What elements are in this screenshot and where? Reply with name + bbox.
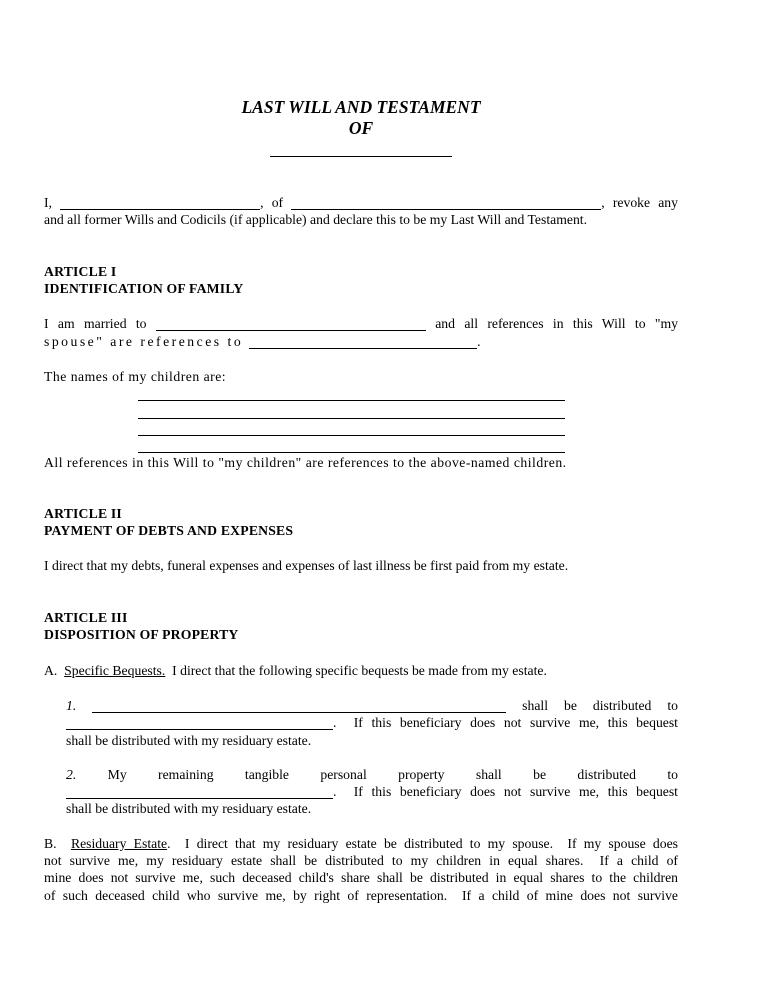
text-line	[138, 437, 678, 454]
text-line	[138, 420, 678, 437]
article-number: ARTICLE II	[44, 505, 122, 521]
article-number: ARTICLE III	[44, 609, 128, 625]
text-run: , revoke any	[601, 195, 678, 210]
text-line	[44, 835, 678, 852]
text-run: spouse" are references to	[44, 333, 250, 349]
fill-in-blank	[66, 785, 333, 799]
text-line	[44, 194, 678, 211]
text-run: All references in this Will to "my children" are references to the above-named children.	[44, 455, 567, 471]
article-title: IDENTIFICATION OF FAMILY	[44, 281, 244, 296]
fill-in-blank	[138, 422, 565, 436]
article-title: PAYMENT OF DEBTS AND EXPENSES	[44, 523, 294, 539]
fill-in-blank	[138, 439, 565, 453]
text-run: . If this beneficiary does not survive me, this bequest	[333, 784, 678, 800]
text-line	[44, 315, 678, 332]
text-run: I,	[44, 195, 61, 210]
text-run: The names of my children are:	[44, 369, 227, 384]
text-line	[44, 869, 678, 886]
text-run: of such deceased child who survive me, by right of representation. If a child of mine does not survive	[44, 887, 678, 903]
paragraph	[44, 315, 678, 350]
article-title: DISPOSITION OF PROPERTY	[44, 627, 239, 643]
paragraph	[44, 835, 678, 904]
paragraph	[44, 194, 678, 229]
article-heading	[44, 609, 678, 644]
text-line	[44, 368, 678, 385]
underlined-term: Residuary Estate	[70, 835, 168, 851]
fill-in-blank	[92, 699, 506, 713]
text-line	[66, 714, 678, 731]
text-line	[138, 385, 678, 402]
text-run	[76, 698, 92, 713]
paragraph	[44, 368, 678, 472]
text-run: I direct that the following specific bequests be made from my estate.	[165, 662, 547, 678]
text-run: not survive me, my residuary estate shall be distributed to my children in equal shares. If a child of	[44, 853, 678, 869]
article-number: ARTICLE I	[44, 263, 117, 279]
text-run: shall be distributed with my residuary estate.	[66, 732, 312, 748]
text-line	[44, 557, 678, 574]
text-run: shall be distributed to	[506, 698, 678, 713]
article-heading	[44, 263, 678, 298]
text-run: . I direct that my residuary estate be distributed to my spouse. If my spouse does	[167, 835, 678, 851]
text-run: I am married to	[44, 316, 156, 332]
text-line	[44, 454, 678, 471]
article-heading	[44, 505, 678, 540]
fill-in-blank	[66, 716, 333, 730]
text-line	[44, 662, 678, 679]
underlined-term: Specific Bequests.	[64, 662, 166, 678]
fill-in-blank	[138, 387, 565, 401]
text-line	[44, 887, 678, 904]
paragraph	[66, 697, 678, 749]
text-line	[66, 697, 678, 714]
text-run: My remaining tangible personal property shall be distributed to	[76, 766, 678, 782]
testator-name-blank-line	[270, 142, 452, 157]
text-line	[44, 211, 678, 228]
paragraph	[44, 557, 678, 574]
text-run: I direct that my debts, funeral expenses and expenses of last illness be first paid from my estate.	[44, 557, 569, 573]
text-run: . If this beneficiary does not survive me, this bequest	[333, 715, 678, 731]
text-line	[138, 403, 678, 420]
text-line	[66, 732, 678, 749]
text-line	[44, 333, 678, 350]
text-run: , of	[260, 195, 292, 210]
document-title-of-line: OF	[348, 118, 374, 138]
fill-in-blank	[138, 405, 565, 419]
list-item-number: 1.	[66, 698, 77, 713]
fill-in-blank	[291, 196, 601, 210]
text-run: and all former Wills and Codicils (if applicable) and declare this to be my Last Will and Testament.	[44, 212, 588, 228]
fill-in-blank	[60, 196, 260, 210]
text-line	[66, 783, 678, 800]
text-run: .	[477, 333, 484, 349]
fill-in-blank	[249, 335, 477, 349]
list-item-number: 2.	[66, 766, 77, 782]
text-run: and all references in this Will to "my	[425, 316, 678, 332]
text-run: A.	[44, 662, 65, 678]
document-title	[44, 97, 678, 139]
paragraph	[44, 662, 678, 679]
text-line	[66, 800, 678, 817]
text-run: mine does not survive me, such deceased child's share shall be distributed in equal shares to the children	[44, 870, 678, 886]
text-line	[44, 852, 678, 869]
paragraph	[66, 766, 678, 818]
fill-in-blank	[156, 317, 426, 331]
text-run: shall be distributed with my residuary estate.	[66, 801, 312, 817]
document-title-line: LAST WILL AND TESTAMENT	[241, 97, 481, 117]
text-line	[66, 766, 678, 783]
text-run: B.	[44, 835, 71, 851]
